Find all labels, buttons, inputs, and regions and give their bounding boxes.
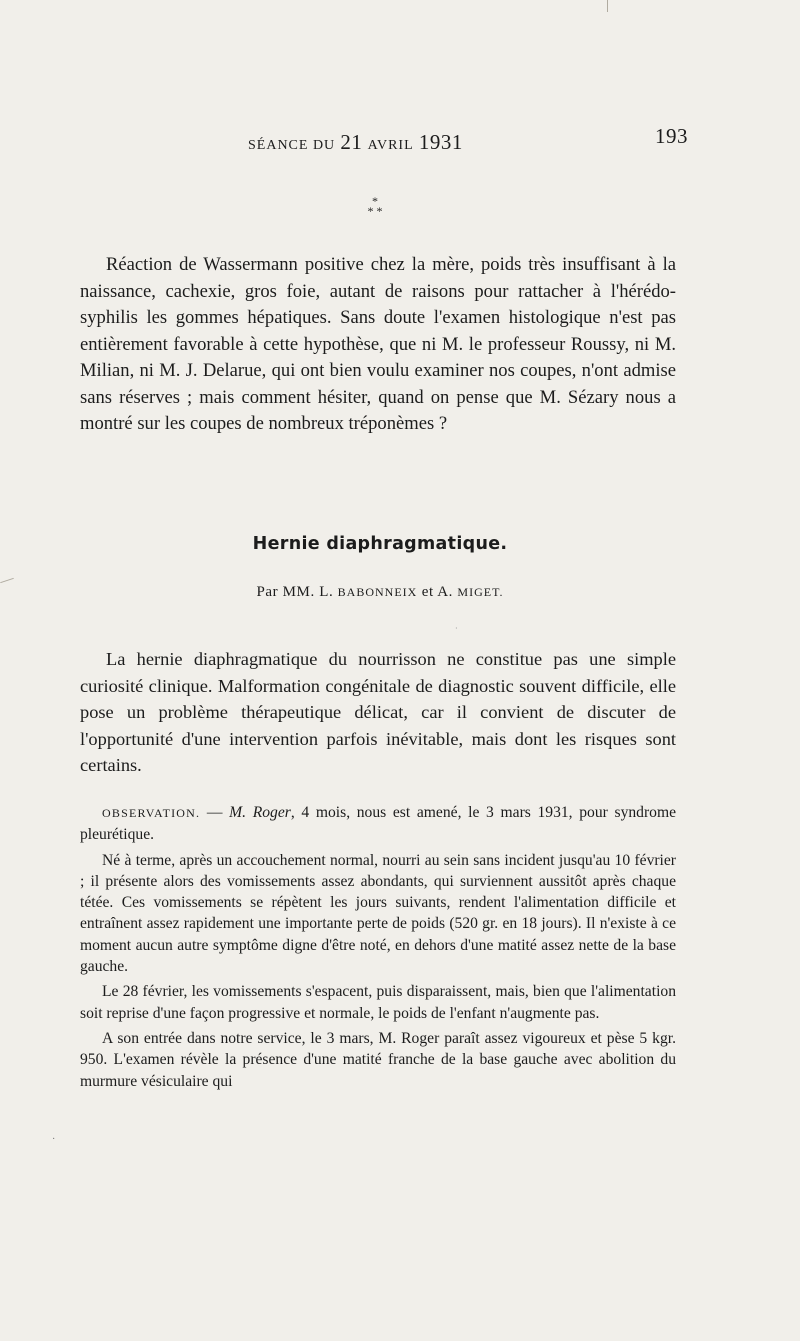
- continued-paragraph: [80, 252, 676, 438]
- observation-header: OBSERVATION. — M. Roger, 4 mois, nous est amené, le 3 mars 1931, pour syndrome pleurétique.: [80, 804, 676, 844]
- section-asterism: * * *: [367, 194, 383, 218]
- scan-mark: [0, 578, 14, 583]
- article-intro: La hernie diaphragmatique du nourrisson ne constitue pas une simple curiosité clinique. Malformation congénitale de diagnostic souvent difficile, elle pose un problème thérapeutique délicat, car il convient de discuter de l'opportunité d'une intervention parfois inévitable, mais dont les risques sont certains.: [80, 649, 676, 776]
- paragraph-text: Réaction de Wassermann positive chez la mère, poids très insuffisant à la naissance, cachexie, gros foie, autant de raisons pour rattacher à l'hérédo-syphilis les gommes hépatiques. Sans doute l'examen histologique n'est pas entièrement favorable à cette hypothèse, que ni M. le professeur Roussy, ni M. Milian, ni M. J. Delarue, qui ont bien voulu examiner nos coupes, n'ont admise sans réserves ; mais comment hésiter, quand on pense que M. Sézary nous a montré sur les coupes de nombreux tréponèmes ?: [80, 254, 676, 434]
- scan-mark: ·: [455, 624, 458, 633]
- article-authors: Par MM. L. BABONNEIX et A. MIGET.: [256, 584, 504, 600]
- scan-mark: ·: [52, 1134, 56, 1145]
- running-head: SÉANCE DU 21 AVRIL 1931: [248, 130, 463, 154]
- observation-label: OBSERVATION.: [102, 806, 201, 820]
- scan-mark: [607, 0, 608, 12]
- paragraph-text: Né à terme, après un accouchement normal, nourri au sein sans incident jusqu'au 10 février ; il présente alors des vomissements assez abondants, qui surviennent aussitôt après chaque tétée. Ces vomissements se répètent les jours suivants, rendent l'alimentation difficile et entraînent assez rapidement une importante perte de poids (520 gr. en 18 jours). Il n'existe à ce moment aucun autre symptôme digne d'être noté, en dehors d'une matité assez nette de la base gauche.: [80, 851, 676, 976]
- author-name: BABONNEIX: [337, 585, 418, 599]
- article-title: Hernie diaphragmatique.: [252, 534, 508, 554]
- patient-name: M. Roger: [229, 804, 291, 821]
- paragraph-text: A son entrée dans notre service, le 3 mars, M. Roger paraît assez vigoureux et pèse 5 kgr. 950. L'examen révèle la présence d'une matité franche de la base gauche avec abolition du murmure vésiculaire qui: [80, 1029, 676, 1090]
- observation-section: [80, 802, 676, 1096]
- paragraph-text: Le 28 février, les vomissements s'espacent, puis disparaissent, mais, bien que l'alimentation soit reprise d'une façon progressive et normale, le poids de l'enfant n'augmente pas.: [80, 983, 676, 1022]
- page-number: 193: [655, 124, 688, 148]
- author-name: MIGET.: [457, 585, 504, 599]
